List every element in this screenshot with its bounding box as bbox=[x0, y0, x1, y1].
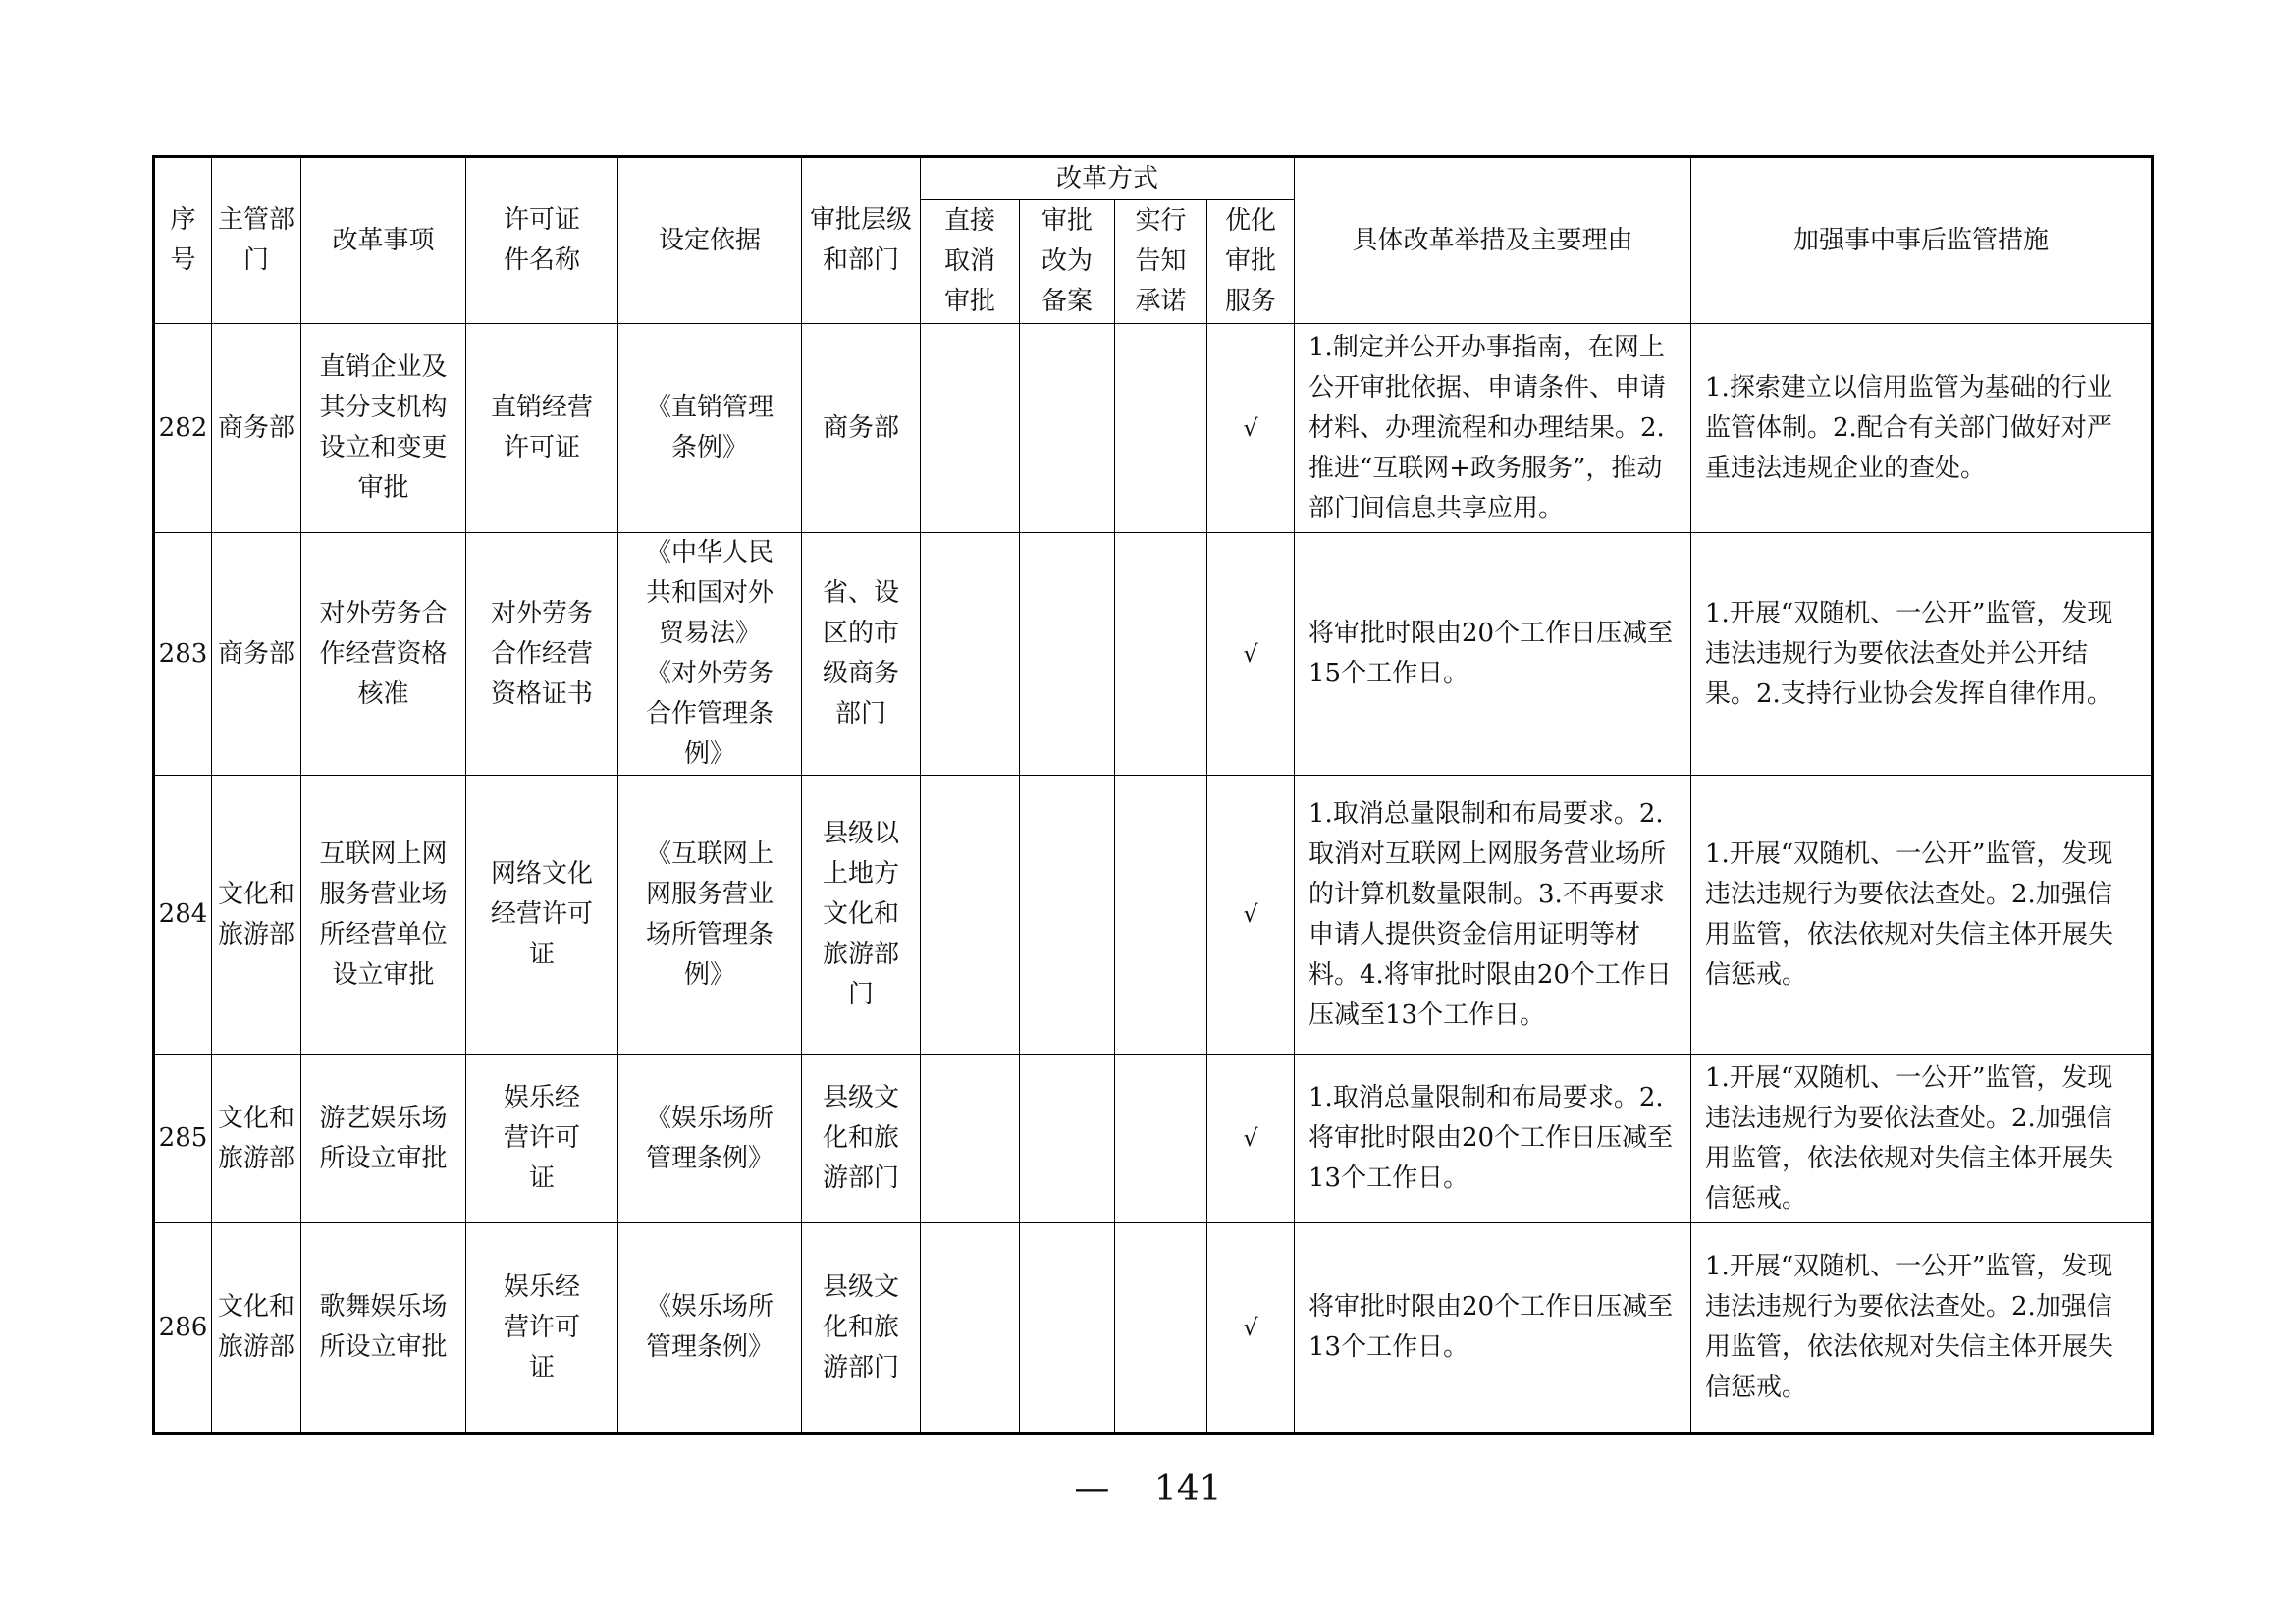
cell-reform-optimize-check: √ bbox=[1207, 324, 1295, 533]
cell-basis: 《直销管理条例》 bbox=[618, 324, 802, 533]
header-reform-filing: 审批改为备案 bbox=[1020, 200, 1115, 324]
cell-reform-optimize-check: √ bbox=[1207, 1055, 1295, 1223]
cell-license: 网络文化经营许可证 bbox=[466, 776, 618, 1055]
cell-supervision: 1.开展“双随机、一公开”监管，发现违法违规行为要依法查处。2.加强信用监管，依法依规对失信主体开展失信惩戒。 bbox=[1691, 776, 2153, 1055]
cell-item: 对外劳务合作经营资格核准 bbox=[301, 533, 466, 776]
header-reform-cancel: 直接取消审批 bbox=[921, 200, 1020, 324]
cell-level: 商务部 bbox=[802, 324, 921, 533]
cell-basis: 《中华人民共和国对外贸易法》《对外劳务合作管理条例》 bbox=[618, 533, 802, 776]
cell-item: 直销企业及其分支机构设立和变更审批 bbox=[301, 324, 466, 533]
cell-reform-notify bbox=[1115, 533, 1207, 776]
cell-basis: 《互联网上网服务营业场所管理条例》 bbox=[618, 776, 802, 1055]
cell-level: 县级以上地方文化和旅游部门 bbox=[802, 776, 921, 1055]
cell-measures: 将审批时限由20个工作日压减至15个工作日。 bbox=[1295, 533, 1691, 776]
table-row bbox=[154, 533, 2153, 776]
page-number-dash: — bbox=[1074, 1469, 1110, 1509]
cell-measures: 1.取消总量限制和布局要求。2.将审批时限由20个工作日压减至13个工作日。 bbox=[1295, 1055, 1691, 1223]
cell-level: 县级文化和旅游部门 bbox=[802, 1055, 921, 1223]
cell-item: 互联网上网服务营业场所经营单位设立审批 bbox=[301, 776, 466, 1055]
page-footer bbox=[0, 1469, 2296, 1509]
cell-measures: 1.制定并公开办事指南，在网上公开审批依据、申请条件、申请材料、办理流程和办理结果。2.推进“互联网+政务服务”，推动部门间信息共享应用。 bbox=[1295, 324, 1691, 533]
cell-reform-notify bbox=[1115, 1055, 1207, 1223]
cell-seq: 285 bbox=[154, 1055, 212, 1223]
cell-reform-filing bbox=[1020, 533, 1115, 776]
header-supervision: 加强事中事后监管措施 bbox=[1691, 157, 2153, 324]
cell-reform-optimize-check: √ bbox=[1207, 1223, 1295, 1434]
cell-basis: 《娱乐场所管理条例》 bbox=[618, 1223, 802, 1434]
cell-reform-notify bbox=[1115, 776, 1207, 1055]
header-measures: 具体改革举措及主要理由 bbox=[1295, 157, 1691, 324]
cell-dept: 文化和旅游部 bbox=[212, 776, 301, 1055]
cell-dept: 文化和旅游部 bbox=[212, 1223, 301, 1434]
cell-measures: 1.取消总量限制和布局要求。2.取消对互联网上网服务营业场所的计算机数量限制。3.不再要求申请人提供资金信用证明等材料。4.将审批时限由20个工作日压减至13个工作日。 bbox=[1295, 776, 1691, 1055]
cell-basis: 《娱乐场所管理条例》 bbox=[618, 1055, 802, 1223]
cell-reform-cancel bbox=[921, 324, 1020, 533]
cell-reform-notify bbox=[1115, 324, 1207, 533]
cell-dept: 商务部 bbox=[212, 533, 301, 776]
header-basis: 设定依据 bbox=[618, 157, 802, 324]
reform-table bbox=[152, 155, 2154, 1435]
cell-item: 歌舞娱乐场所设立审批 bbox=[301, 1223, 466, 1434]
cell-seq: 283 bbox=[154, 533, 212, 776]
table-row bbox=[154, 324, 2153, 533]
header-reform-notify: 实行告知承诺 bbox=[1115, 200, 1207, 324]
cell-supervision: 1.开展“双随机、一公开”监管，发现违法违规行为要依法查处并公开结果。2.支持行业协会发挥自律作用。 bbox=[1691, 533, 2153, 776]
cell-seq: 284 bbox=[154, 776, 212, 1055]
header-license: 许可证件名称 bbox=[466, 157, 618, 324]
cell-reform-notify bbox=[1115, 1223, 1207, 1434]
header-row-group bbox=[154, 157, 2153, 200]
header-seq: 序号 bbox=[154, 157, 212, 324]
cell-reform-cancel bbox=[921, 1055, 1020, 1223]
header-level: 审批层级和部门 bbox=[802, 157, 921, 324]
cell-license: 娱乐经营许可证 bbox=[466, 1223, 618, 1434]
header-reform-group: 改革方式 bbox=[921, 157, 1295, 200]
cell-seq: 282 bbox=[154, 324, 212, 533]
cell-reform-filing bbox=[1020, 776, 1115, 1055]
cell-reform-optimize-check: √ bbox=[1207, 776, 1295, 1055]
cell-supervision: 1.探索建立以信用监管为基础的行业监管体制。2.配合有关部门做好对严重违法违规企业的查处。 bbox=[1691, 324, 2153, 533]
cell-license: 对外劳务合作经营资格证书 bbox=[466, 533, 618, 776]
cell-level: 县级文化和旅游部门 bbox=[802, 1223, 921, 1434]
header-dept: 主管部门 bbox=[212, 157, 301, 324]
cell-reform-optimize-check: √ bbox=[1207, 533, 1295, 776]
page-number: 141 bbox=[1153, 1469, 1222, 1509]
cell-license: 直销经营许可证 bbox=[466, 324, 618, 533]
cell-reform-filing bbox=[1020, 1055, 1115, 1223]
cell-reform-cancel bbox=[921, 776, 1020, 1055]
table-row bbox=[154, 1223, 2153, 1434]
cell-supervision: 1.开展“双随机、一公开”监管，发现违法违规行为要依法查处。2.加强信用监管，依法依规对失信主体开展失信惩戒。 bbox=[1691, 1223, 2153, 1434]
cell-dept: 商务部 bbox=[212, 324, 301, 533]
cell-seq: 286 bbox=[154, 1223, 212, 1434]
header-reform-optimize: 优化审批服务 bbox=[1207, 200, 1295, 324]
cell-reform-filing bbox=[1020, 324, 1115, 533]
cell-measures: 将审批时限由20个工作日压减至13个工作日。 bbox=[1295, 1223, 1691, 1434]
table-row bbox=[154, 1055, 2153, 1223]
cell-supervision: 1.开展“双随机、一公开”监管，发现违法违规行为要依法查处。2.加强信用监管，依法依规对失信主体开展失信惩戒。 bbox=[1691, 1055, 2153, 1223]
cell-reform-cancel bbox=[921, 533, 1020, 776]
cell-reform-cancel bbox=[921, 1223, 1020, 1434]
cell-item: 游艺娱乐场所设立审批 bbox=[301, 1055, 466, 1223]
cell-level: 省、设区的市级商务部门 bbox=[802, 533, 921, 776]
table-row bbox=[154, 776, 2153, 1055]
cell-reform-filing bbox=[1020, 1223, 1115, 1434]
cell-license: 娱乐经营许可证 bbox=[466, 1055, 618, 1223]
header-item: 改革事项 bbox=[301, 157, 466, 324]
cell-dept: 文化和旅游部 bbox=[212, 1055, 301, 1223]
